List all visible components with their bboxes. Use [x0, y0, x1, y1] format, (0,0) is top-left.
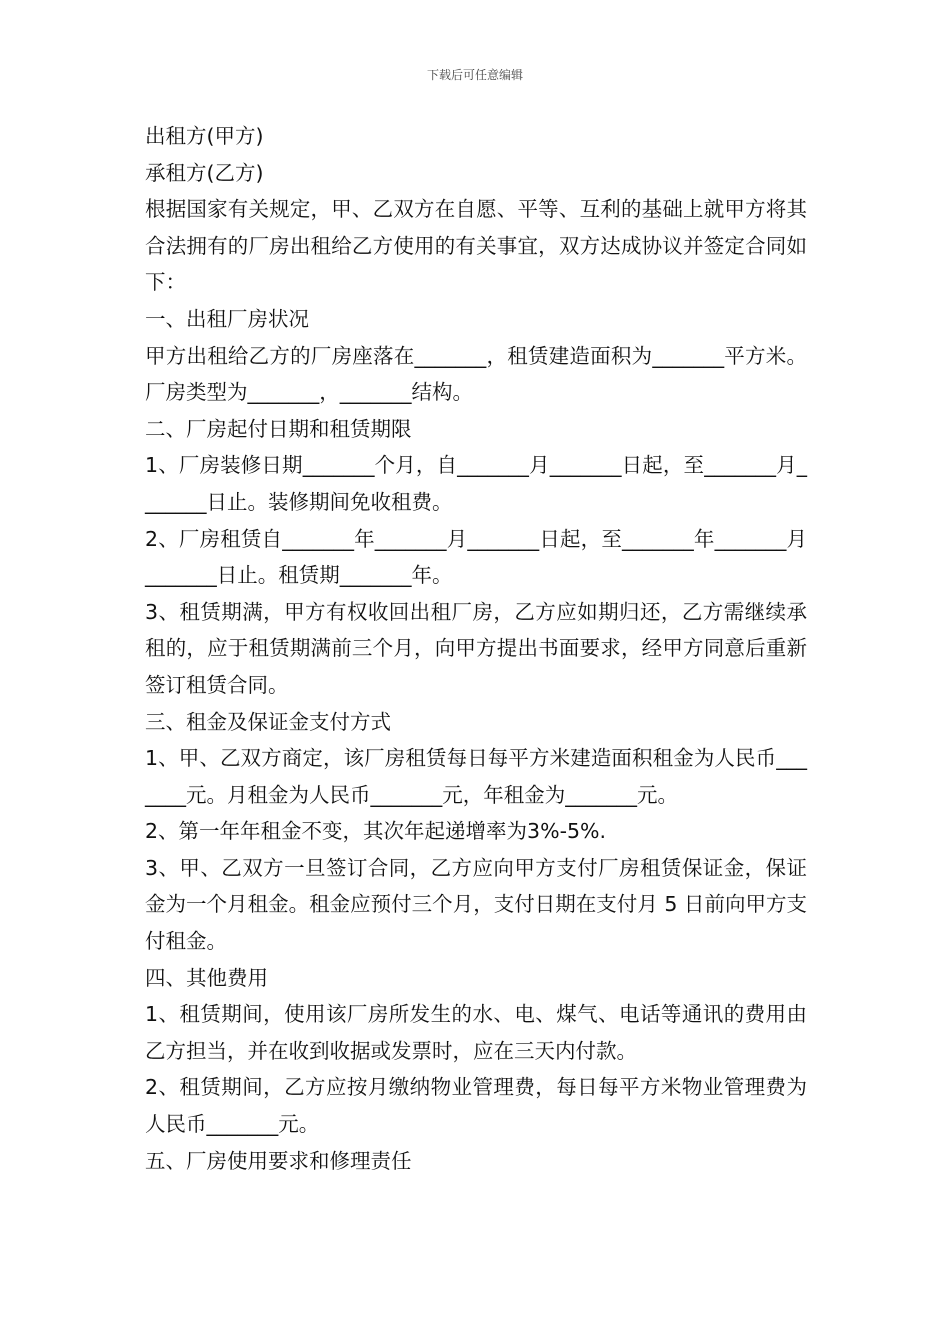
section-heading-3: 三、租金及保证金支付方式 [145, 709, 391, 734]
section-heading-5: 五、厂房使用要求和修理责任 [145, 1148, 412, 1173]
clause-4-2: 2、租赁期间，乙方应按月缴纳物业管理费，每日每平方米物业管理费为人民币_______元。 [145, 1075, 807, 1137]
party-lessee: 承租方(乙方) [145, 160, 264, 185]
clause-3-2: 2、第一年年租金不变，其次年起递增率为3%-5%. [145, 819, 606, 844]
section-heading-4: 四、其他费用 [145, 965, 268, 990]
clause-4-1: 1、租赁期间，使用该厂房所发生的水、电、煤气、电话等通讯的费用由乙方担当，并在收到收据或发票时，应在三天内付款。 [145, 1002, 807, 1063]
section-heading-1: 一、出租厂房状况 [145, 306, 309, 331]
page-header-note: 下载后可任意编辑 [426, 68, 523, 82]
clause-2-2: 2、厂房租赁自_______年_______月_______日起，至_______年_______月_______日止。租赁期_______年。 [145, 526, 807, 588]
contract-body [145, 118, 807, 1179]
clause-3-3: 3、甲、乙双方一旦签订合同，乙方应向甲方支付厂房租赁保证金，保证金为一个月租金。租金应预付三个月，支付日期在支付月 5 日前向甲方支付租金。 [145, 855, 807, 954]
party-lessor: 出租方(甲方) [145, 124, 264, 148]
clause-2-3: 3、租赁期满，甲方有权收回出租厂房，乙方应如期归还，乙方需继续承租的，应于租赁期满前三个月，向甲方提出书面要求，经甲方同意后重新签订租赁合同。 [145, 599, 807, 697]
clause-2-1: 1、厂房装修日期_______个月，自_______月_______日起，至_______月_______日止。装修期间免收租费。 [145, 453, 807, 514]
preamble-paragraph: 根据国家有关规定，甲、乙双方在自愿、平等、互利的基础上就甲方将其合法拥有的厂房出租给乙方使用的有关事宜，双方达成协议并签定合同如下： [145, 197, 807, 295]
clause-1-body: 甲方出租给乙方的厂房座落在_______，租赁建造面积为_______平方米。厂房类型为_______，_______结构。 [145, 343, 807, 405]
section-heading-2: 二、厂房起付日期和租赁期限 [145, 416, 412, 441]
clause-3-1: 1、甲、乙双方商定，该厂房租赁每日每平方米建造面积租金为人民币_______元。月租金为人民币_______元，年租金为_______元。 [145, 746, 807, 807]
